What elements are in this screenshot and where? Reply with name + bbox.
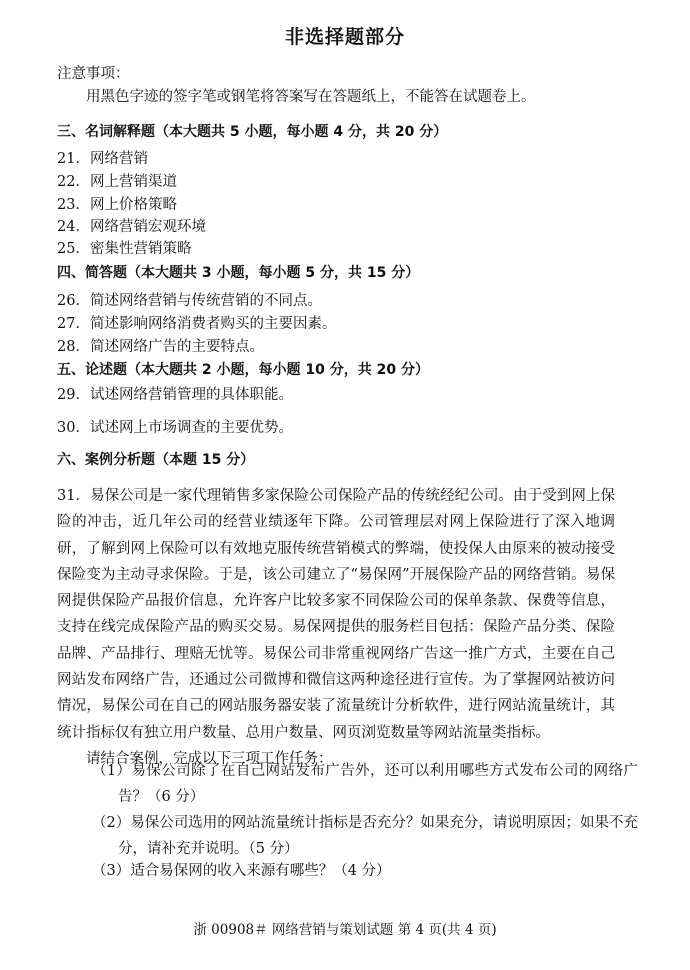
section-heading-3: 三、名词解释题（本大题共 5 小题，每小题 4 分，共 20 分） xyxy=(57,124,448,140)
notice-heading: 注意事项： xyxy=(57,66,130,82)
notice-text: 用黑色字迹的签字笔或钢笔将答案写在答题纸上，不能答在试题卷上。 xyxy=(86,89,536,105)
question-item: 30．试述网上市场调查的主要优势。 xyxy=(57,420,293,436)
question-item: 26．简述网络营销与传统营销的不同点。 xyxy=(57,293,322,309)
question-item: 28．简述网络广告的主要特点。 xyxy=(57,339,264,355)
section-heading-6: 六、案例分析题（本题 15 分） xyxy=(57,452,255,468)
section-heading-4: 四、简答题（本大题共 3 小题，每小题 5 分，共 15 分） xyxy=(57,265,420,281)
case-text: 31．易保公司是一家代理销售多家保险公司保险产品的传统经纪公司。由于受到网上保险的冲击，近几年公司的经营业绩逐年下降。公司管理层对网上保险进行了深入地调研，了解到网上保险可以有效地克服传统营销模式的弊端，使投保人由原来的被动接受保险变为主动寻求保险。于是，该公司建立了“易保网”开展保险产品的网络营销。易保网提供保险产品报价信息，允许客户比较多家不同保险公司的保单条款、保费等信息，支持在线完成保险产品的购买交易。易保网提供的服务栏目包括：保险产品分类、保险品牌、产品排行、理赔无忧等。易保公司非常重视网络广告这一推广方式，主要在自己网站发布网络广告，还通过公司微博和微信这两种途径进行宣传。为了掌握网站被访问情况，易保公司在自己的网站服务器安装了流量统计分析软件，进行网站流量统计，其统计指标仅有独立用户数量、总用户数量、网页浏览数量等网站流量类指标。 xyxy=(57,488,615,741)
page-footer: 浙 00908＃ 网络营销与策划试题 第 4 页(共 4 页) xyxy=(193,922,497,938)
case-study xyxy=(57,483,615,772)
task-item: （2）易保公司选用的网站流量统计指标是否充分？如果充分，请说明原因；如果不充分，请补充并说明。（5 分） xyxy=(92,815,638,857)
question-item: 25．密集性营销策略 xyxy=(57,241,192,257)
task-item: （1）易保公司除了在自己网站发布广告外，还可以利用哪些方式发布公司的网络广告？（6 分） xyxy=(92,763,638,805)
page-title: 非选择题部分 xyxy=(284,26,405,48)
question-item: 29．试述网络营销管理的具体职能。 xyxy=(57,387,293,403)
question-item: 24．网络营销宏观环境 xyxy=(57,219,206,235)
question-item: 21．网络营销 xyxy=(57,151,148,167)
question-item: 22．网上营销渠道 xyxy=(57,174,177,190)
question-item: 23．网上价格策略 xyxy=(57,197,177,213)
section-heading-5: 五、论述题（本大题共 2 小题，每小题 10 分，共 20 分） xyxy=(57,362,429,378)
case-instruction: 请结合案例，完成以下三项工作任务： xyxy=(86,750,333,767)
question-item: 27．简述影响网络消费者购买的主要因素。 xyxy=(57,316,337,332)
task-item: （3）适合易保网的收入来源有哪些？（4 分） xyxy=(92,863,391,879)
